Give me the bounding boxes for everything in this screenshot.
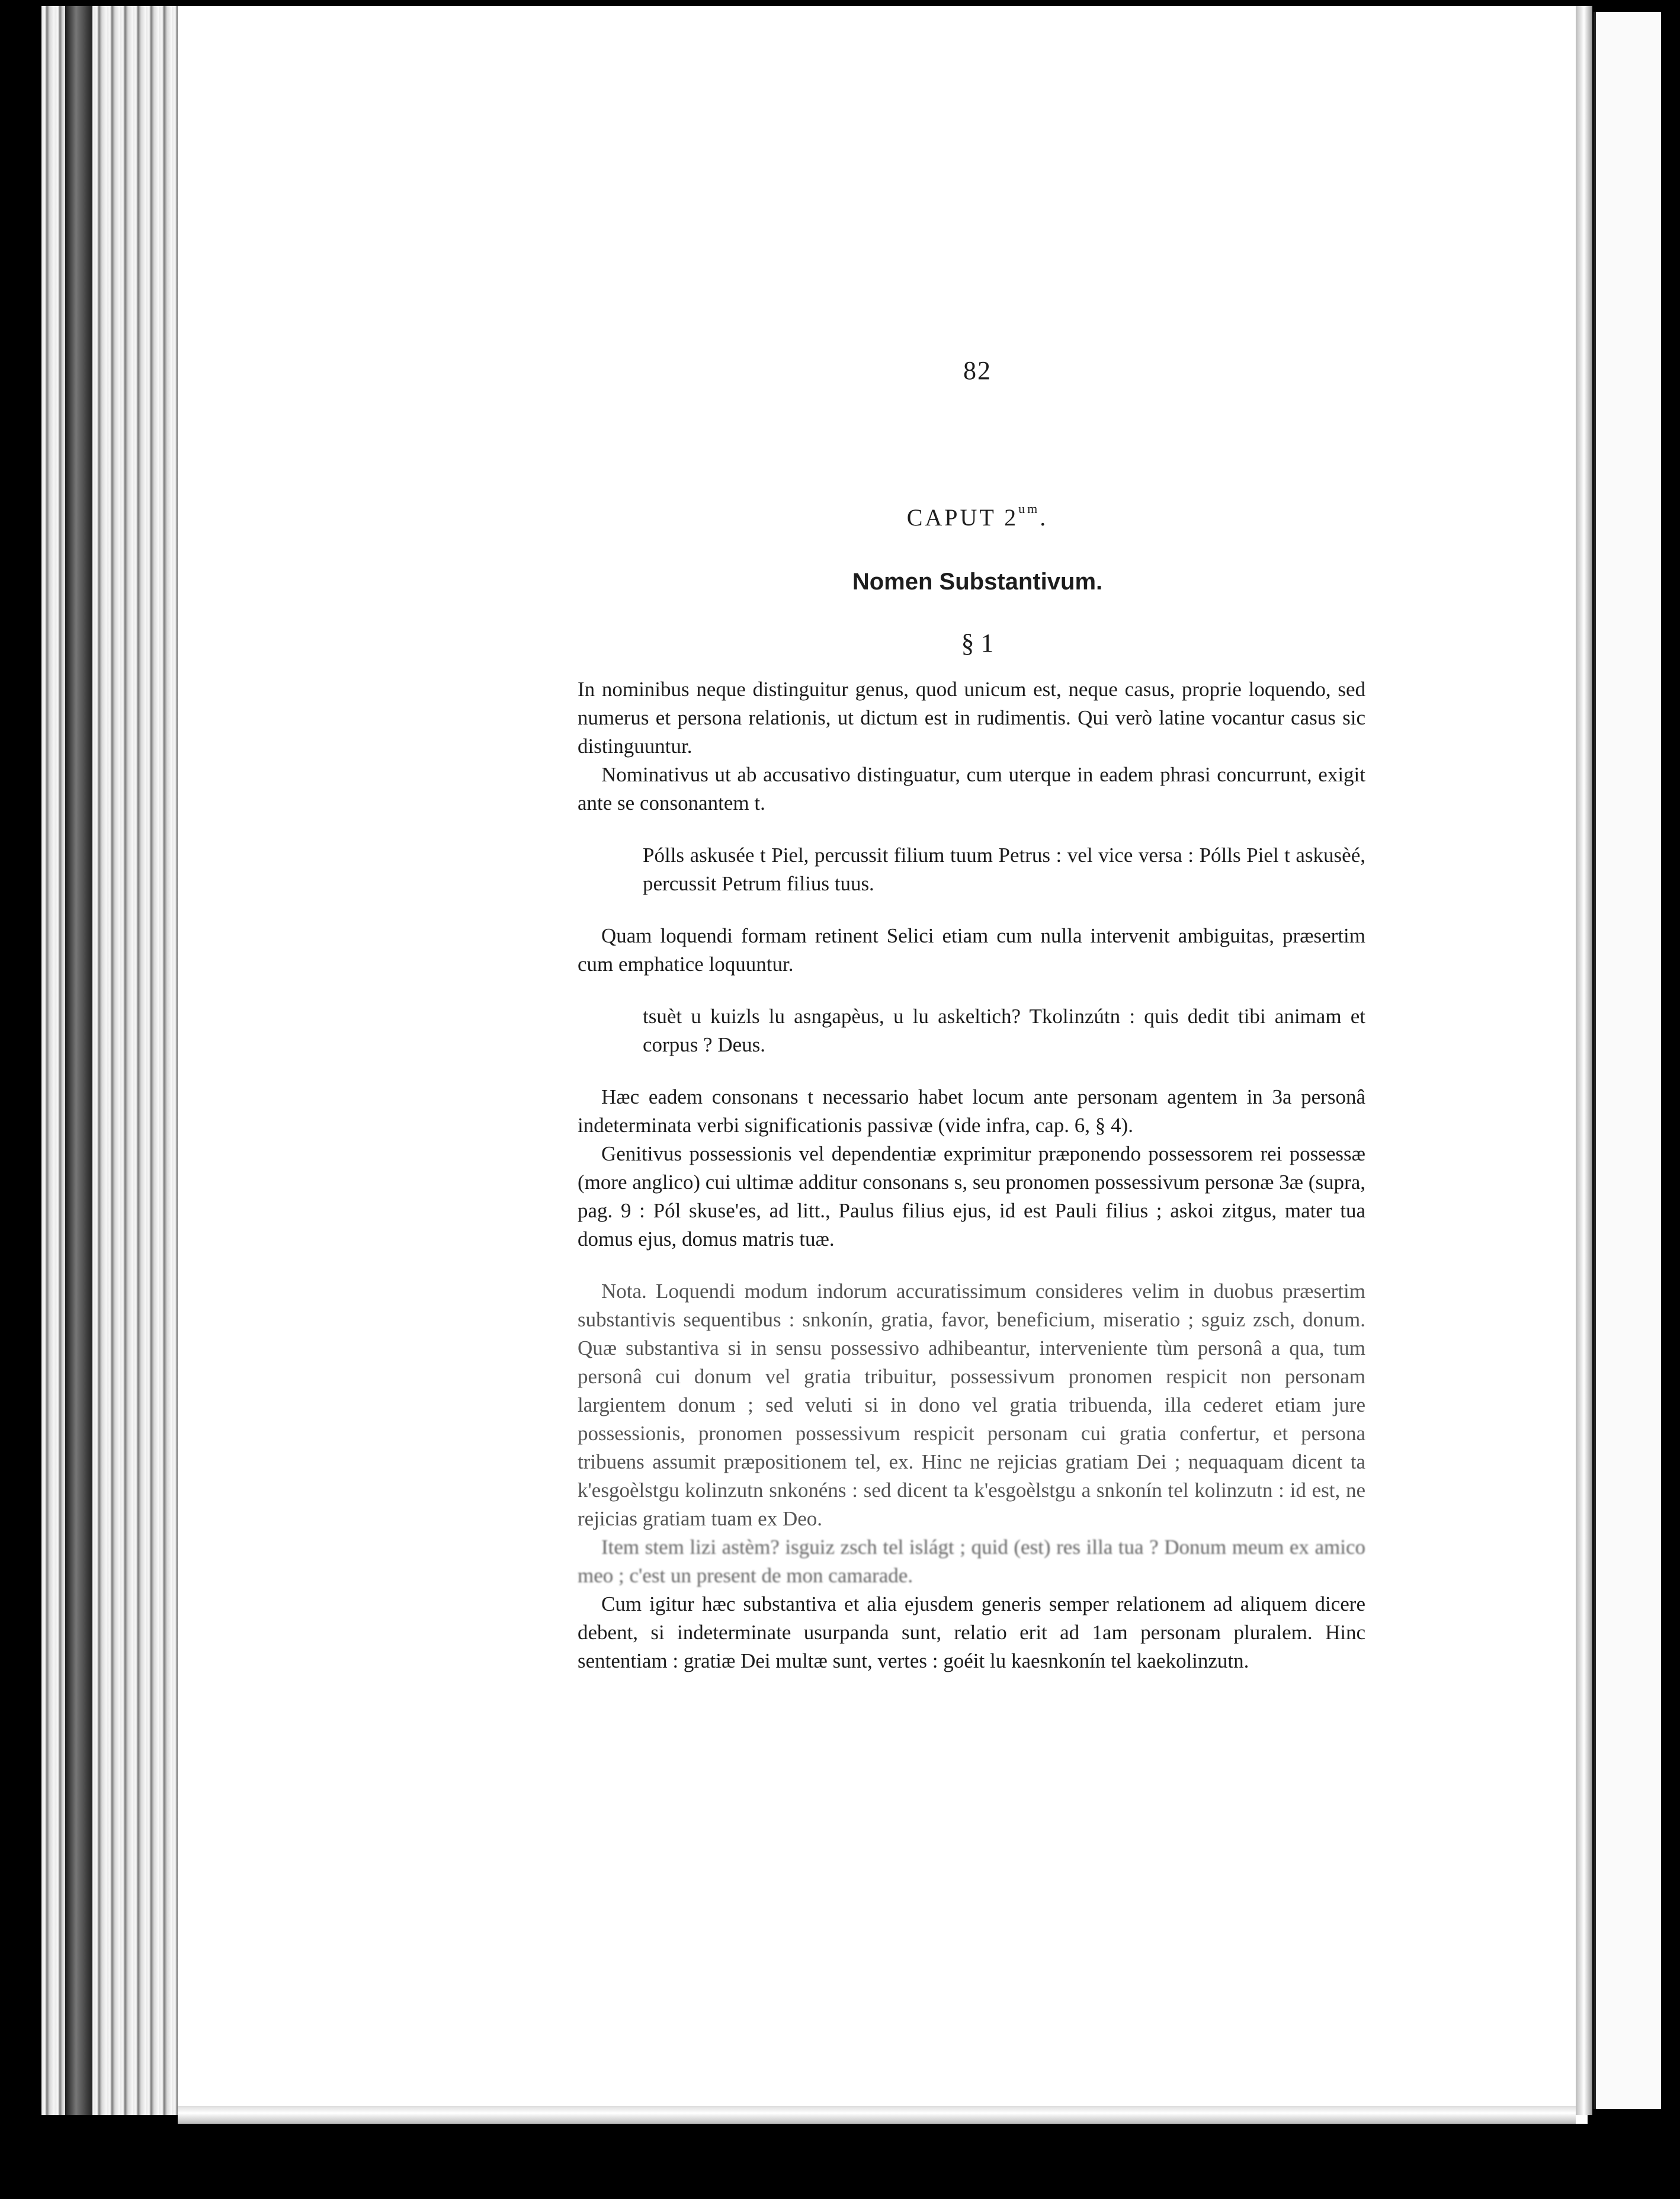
paragraph-consonant-t: Hæc eadem consonans t necessario habet locum ante personam agentem in 3a personâ indeterminata verbi significationis passivæ (vide infra, cap. 6, § 4). — [578, 1085, 1365, 1137]
paragraph-conclusion: Cum igitur hæc substantiva et alia ejusdem generis semper relationem ad aliquem dicere debent, si indeterminate usurpanda sunt, relatio erit ad 1am personam pluralem. Hinc sententiam : gratiæ Dei multæ sunt, vertes : goéit lu kaesnkonín tel kaekolinzutn. — [578, 1592, 1365, 1672]
example-nominativus: Pólls askusée t Piel, percussit filium tuum Petrus : vel vice versa : Pólls Piel t askusèé, percussit Petrum filius tuus. — [643, 844, 1365, 895]
paragraph-selici: Quam loquendi formam retinent Selici etiam cum nulla intervenit ambiguitas, præsertim cum emphatice loquuntur. — [578, 924, 1365, 976]
example-question: tsuèt u kuizls lu asngapèus, u lu askeltich? Tkolinzútn : quis dedit tibi animam et corpus ? Deus. — [643, 1005, 1365, 1056]
section-title: Nomen Substantivum. — [852, 569, 1103, 595]
chapter-label: CAPUT 2 — [906, 504, 1019, 531]
chapter-trailing: . — [1040, 504, 1049, 531]
book-page-edge-right — [1576, 6, 1592, 2115]
book-spine-shadow — [65, 6, 92, 2115]
book-page-edge-bottom — [178, 2106, 1576, 2124]
section-mark: § 1 — [961, 629, 994, 658]
body-text — [578, 675, 1365, 1675]
adjacent-page-strip — [1594, 12, 1661, 2109]
paragraph-genitivus: Genitivus possessionis vel dependentiæ exprimitur præponendo possessorem rei possessæ (more anglico) cui ultimæ additur consonans s, seu pronomen possessivum personæ 3æ (supra, pag. 9 : Pól skuse'es, ad litt., Paulus filius ejus, id est Pauli filius ; askoi zitgus, mater tua domus ejus, domus matris tuæ. — [578, 1142, 1365, 1251]
book-page-edges-left — [41, 6, 187, 2115]
paragraph-nota: Nota. Loquendi modum indorum accuratissimum consideres velim in duobus præsertim substantivis sequentibus : snkonín, gratia, favor, beneficium, miseratio ; sguiz zsch, donum. Quæ substantiva si in sensu possessivo adhibeantur, interveniente tùm personâ a qua, tum personâ cui donum vel gratia tribuitur, possessivum pronomen respicit non personam largientem donum ; sed veluti si in dono vel gratia tribuenda, illa cederet etiam jure possessionis, pronomen possessivum respicit personam cui gratia confertur, et persona tribuens assumit præpositionem tel, ex. Hinc ne rejicias gratiam Dei ; nequaquam dicent ta k'esgoèlstgu kolinzutn snkonéns : sed dicent ta k'esgoèlstgu a snkonín tel kolinzutn : id est, ne rejicias gratiam tuam ex Deo. — [578, 1280, 1365, 1530]
paragraph-item: Item stem lizi astèm? isguiz zsch tel islágt ; quid (est) res illa tua ? Donum meum ex amico meo ; c'est un present de mon camarade. — [578, 1536, 1365, 1587]
page-number: 82 — [963, 356, 992, 385]
paragraph-intro: In nominibus neque distinguitur genus, quod unicum est, neque casus, proprie loquendo, sed numerus et persona relationis, ut dictum est in rudimentis. Qui verò latine vocantur casus sic distinguuntur. — [578, 678, 1365, 758]
paragraph-nominativus: Nominativus ut ab accusativo distinguatur, cum uterque in eadem phrasi concurrunt, exigit ante se consonantem t. — [578, 763, 1365, 815]
chapter-superscript: um — [1018, 501, 1040, 516]
chapter-heading — [770, 501, 1185, 531]
